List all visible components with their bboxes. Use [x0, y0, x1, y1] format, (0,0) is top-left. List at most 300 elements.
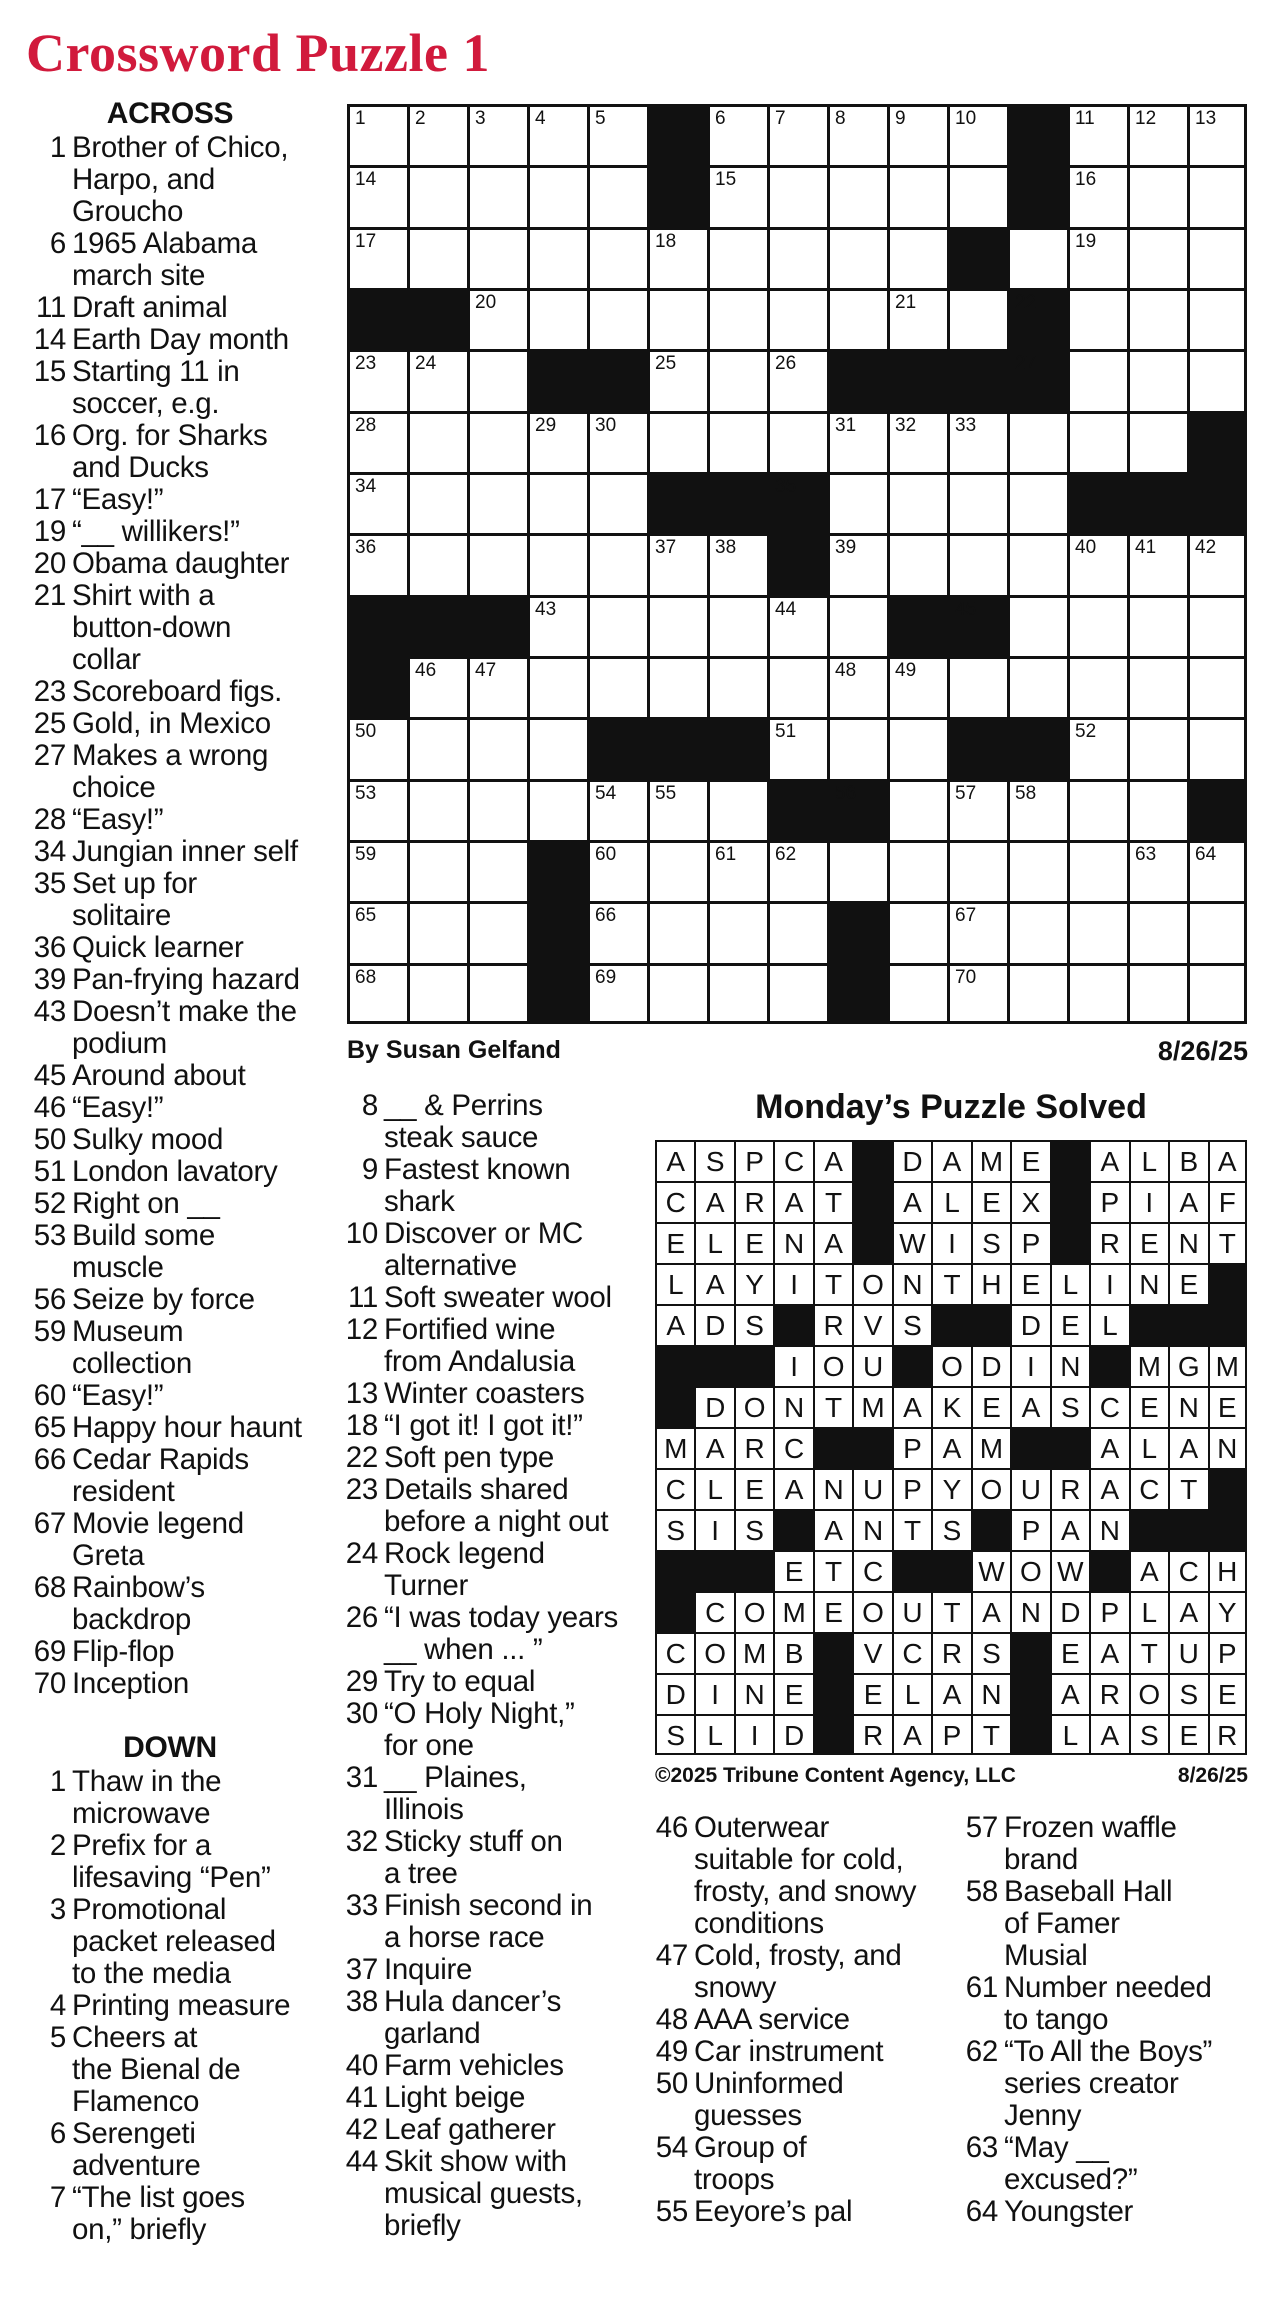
grid-cell[interactable]	[590, 904, 647, 962]
cell-number: 20	[475, 292, 497, 313]
solution-letter: O	[854, 1593, 891, 1632]
clue-line: Skit show with	[384, 2145, 567, 2178]
solution-letter: T	[933, 1593, 970, 1632]
grid-cell[interactable]	[1130, 107, 1187, 165]
grid-cell[interactable]	[710, 536, 767, 594]
solution-letter: M	[1210, 1347, 1245, 1386]
grid-cell[interactable]	[1070, 230, 1127, 288]
grid-cell[interactable]	[590, 536, 647, 594]
grid-cell[interactable]	[1070, 966, 1127, 1021]
clue-line: Harpo, and	[72, 163, 215, 196]
solution-letter: B	[1170, 1142, 1207, 1181]
black-square	[1010, 720, 1067, 778]
grid-cell[interactable]	[410, 352, 467, 410]
solution-letter: N	[1091, 1511, 1128, 1550]
cell-number: 57	[955, 782, 977, 804]
grid-cell[interactable]	[890, 966, 947, 1021]
solution-letter: G	[1170, 1347, 1207, 1386]
grid-cell[interactable]	[350, 107, 407, 165]
grid-cell[interactable]	[530, 782, 587, 840]
grid-cell[interactable]	[770, 230, 827, 288]
grid-cell[interactable]	[710, 782, 767, 840]
grid-cell[interactable]	[1190, 843, 1244, 901]
solution-black-square	[815, 1716, 852, 1755]
clue-line: Happy hour haunt	[72, 1411, 302, 1444]
grid-cell[interactable]	[350, 720, 407, 778]
grid-cell[interactable]	[410, 475, 467, 533]
clue-line: solitaire	[72, 899, 171, 932]
grid-cell[interactable]	[650, 782, 707, 840]
clue-line: Around about	[72, 1059, 246, 1092]
grid-cell[interactable]	[1130, 659, 1187, 717]
grid-cell[interactable]	[1190, 966, 1244, 1021]
grid-cell[interactable]	[1070, 352, 1127, 410]
grid-cell[interactable]	[770, 291, 827, 349]
grid-cell[interactable]	[830, 291, 887, 349]
clue-number: 48	[655, 2003, 688, 2036]
grid-cell[interactable]	[1190, 168, 1244, 226]
grid-cell[interactable]	[1070, 536, 1127, 594]
clue-text	[72, 324, 320, 356]
grid-cell[interactable]	[830, 720, 887, 778]
clue-text	[72, 1412, 320, 1444]
cell-number: 41	[1135, 537, 1157, 559]
grid-cell[interactable]	[890, 659, 947, 717]
clue-line: Groucho	[72, 195, 184, 228]
grid-cell[interactable]	[950, 414, 1007, 472]
grid-cell[interactable]	[470, 720, 527, 778]
grid-cell[interactable]	[470, 352, 527, 410]
grid-cell[interactable]	[890, 107, 947, 165]
grid-cell[interactable]	[1130, 598, 1187, 656]
cell-number: 62	[775, 844, 797, 865]
grid-cell[interactable]	[710, 659, 767, 717]
grid-cell[interactable]	[590, 291, 647, 349]
grid-cell[interactable]	[890, 230, 947, 288]
cell-number: 4	[535, 108, 546, 129]
grid-cell[interactable]	[710, 352, 767, 410]
grid-cell[interactable]	[830, 168, 887, 226]
grid-cell[interactable]	[890, 414, 947, 472]
clue-item	[20, 1156, 320, 1188]
grid-cell[interactable]	[1190, 352, 1244, 410]
clue-text	[72, 1124, 320, 1156]
clue-item	[20, 932, 320, 964]
grid-cell[interactable]	[950, 782, 1007, 840]
grid-cell[interactable]	[830, 659, 887, 717]
grid-cell[interactable]	[1070, 904, 1127, 962]
clue-item	[960, 1876, 1260, 1972]
solution-letter: I	[1091, 1265, 1128, 1304]
clue-item	[20, 1092, 320, 1124]
grid-cell[interactable]	[1190, 659, 1244, 717]
grid-cell[interactable]	[950, 107, 1007, 165]
grid-cell[interactable]	[770, 966, 827, 1021]
grid-cell[interactable]	[1190, 904, 1244, 962]
clue-number: 20	[33, 547, 66, 580]
grid-cell[interactable]	[410, 230, 467, 288]
grid-cell[interactable]	[350, 352, 407, 410]
grid-cell[interactable]	[830, 475, 887, 533]
clue-number: 62	[965, 2035, 998, 2068]
cell-number: 13	[1195, 108, 1217, 129]
black-square	[890, 352, 947, 410]
grid-cell[interactable]	[770, 720, 827, 778]
grid-cell[interactable]	[1010, 230, 1067, 288]
grid-cell[interactable]	[530, 659, 587, 717]
grid-cell[interactable]	[710, 107, 767, 165]
grid-cell[interactable]	[890, 536, 947, 594]
grid-cell[interactable]	[710, 966, 767, 1021]
grid-cell[interactable]	[1070, 291, 1127, 349]
clue-number: 8	[361, 1089, 378, 1122]
grid-cell[interactable]	[830, 843, 887, 901]
grid-cell[interactable]	[650, 352, 707, 410]
grid-cell[interactable]	[410, 843, 467, 901]
grid-cell[interactable]	[1010, 904, 1067, 962]
solution-black-square	[1052, 1224, 1089, 1263]
grid-cell[interactable]	[410, 414, 467, 472]
grid-cell[interactable]	[1010, 782, 1067, 840]
grid-cell[interactable]	[650, 659, 707, 717]
solution-black-square	[1091, 1552, 1128, 1591]
clue-number: 7	[49, 2181, 66, 2214]
grid-cell[interactable]	[890, 720, 947, 778]
clue-item	[338, 1090, 638, 1154]
clue-item	[20, 1636, 320, 1668]
grid-cell[interactable]	[770, 352, 827, 410]
grid-cell[interactable]	[1130, 782, 1187, 840]
black-square	[350, 291, 407, 349]
grid-cell[interactable]	[1130, 230, 1187, 288]
solution-letter: A	[1012, 1388, 1049, 1427]
clue-item	[20, 676, 320, 708]
cell-number: 12	[1135, 108, 1157, 129]
grid-cell[interactable]	[650, 904, 707, 962]
grid-cell[interactable]	[530, 475, 587, 533]
clue-line: “The list goes	[72, 2181, 245, 2214]
grid-cell[interactable]	[590, 782, 647, 840]
grid-cell[interactable]	[410, 782, 467, 840]
grid-cell[interactable]	[350, 904, 407, 962]
solution-letter: E	[1052, 1306, 1089, 1345]
clue-number: 12	[345, 1313, 378, 1346]
grid-cell[interactable]	[770, 168, 827, 226]
grid-cell[interactable]	[470, 475, 527, 533]
solution-letter: A	[933, 1142, 970, 1181]
solution-letter: A	[775, 1183, 812, 1222]
black-square	[950, 352, 1007, 410]
grid-cell[interactable]	[1190, 598, 1244, 656]
black-square	[530, 966, 587, 1024]
clue-line: musical guests,	[384, 2177, 583, 2210]
solution-letter: O	[815, 1347, 852, 1386]
solution-letter: U	[854, 1347, 891, 1386]
grid-cell[interactable]	[710, 414, 767, 472]
grid-cell[interactable]	[950, 904, 1007, 962]
grid-cell[interactable]	[1130, 536, 1187, 594]
clue-line: Build some	[72, 1219, 215, 1252]
black-square	[470, 598, 527, 656]
grid-cell[interactable]	[350, 475, 407, 533]
solution-letter: T	[1131, 1634, 1168, 1673]
grid-cell[interactable]	[590, 168, 647, 226]
solution-black-square	[1091, 1347, 1128, 1386]
grid-cell[interactable]	[410, 536, 467, 594]
grid-cell[interactable]	[350, 168, 407, 226]
grid-cell[interactable]	[890, 291, 947, 349]
solution-letter: C	[1170, 1552, 1207, 1591]
grid-cell[interactable]	[1070, 782, 1127, 840]
grid-cell[interactable]	[1190, 536, 1244, 594]
grid-cell[interactable]	[470, 414, 527, 472]
clue-text	[72, 708, 320, 740]
grid-cell[interactable]	[1010, 536, 1067, 594]
grid-cell[interactable]	[770, 414, 827, 472]
grid-cell[interactable]	[710, 598, 767, 656]
grid-cell[interactable]	[470, 659, 527, 717]
grid-cell[interactable]	[710, 843, 767, 901]
grid-cell[interactable]	[1010, 414, 1067, 472]
clue-text	[72, 1830, 320, 1894]
grid-cell[interactable]	[890, 782, 947, 840]
grid-cell[interactable]	[830, 107, 887, 165]
down-clues-col3	[650, 1812, 955, 2228]
grid-cell[interactable]	[830, 414, 887, 472]
cell-number: 52	[1075, 721, 1097, 743]
grid-cell[interactable]	[530, 107, 587, 165]
grid-cell[interactable]	[1010, 843, 1067, 901]
grid-cell[interactable]	[650, 536, 707, 594]
grid-cell[interactable]	[470, 843, 527, 901]
grid-cell[interactable]	[770, 904, 827, 962]
solution-letter: S	[973, 1634, 1010, 1673]
grid-cell[interactable]	[530, 414, 587, 472]
clue-item	[20, 2022, 320, 2118]
grid-cell[interactable]	[1010, 659, 1067, 717]
grid-cell[interactable]	[530, 230, 587, 288]
grid-cell[interactable]	[950, 659, 1007, 717]
grid-cell[interactable]	[410, 966, 467, 1021]
grid-cell[interactable]	[1010, 966, 1067, 1021]
cell-number: 61	[715, 844, 737, 865]
cell-number: 7	[775, 108, 786, 129]
grid-cell[interactable]	[1130, 720, 1187, 778]
grid-cell[interactable]	[470, 230, 527, 288]
grid-cell[interactable]	[950, 966, 1007, 1021]
clue-item	[20, 1830, 320, 1894]
grid-cell[interactable]	[590, 966, 647, 1021]
clue-item	[20, 1284, 320, 1316]
grid-cell[interactable]	[1130, 904, 1187, 962]
clue-item	[650, 2004, 955, 2036]
grid-cell[interactable]	[1130, 291, 1187, 349]
clue-line: “To All the Boys”	[1004, 2035, 1213, 2068]
grid-cell[interactable]	[1130, 966, 1187, 1021]
grid-cell[interactable]	[890, 904, 947, 962]
clue-number: 40	[345, 2049, 378, 2082]
black-square	[530, 352, 587, 410]
grid-cell[interactable]	[950, 168, 1007, 226]
solution-letter: S	[1131, 1716, 1168, 1753]
solution-letter: I	[775, 1347, 812, 1386]
cell-number: 27	[1015, 353, 1037, 375]
grid-cell[interactable]	[1130, 168, 1187, 226]
grid-cell[interactable]	[710, 230, 767, 288]
grid-cell[interactable]	[470, 168, 527, 226]
grid-cell[interactable]	[650, 598, 707, 656]
grid-cell[interactable]	[1190, 720, 1244, 778]
grid-cell[interactable]	[770, 659, 827, 717]
grid-cell[interactable]	[650, 414, 707, 472]
solution-letter: A	[933, 1429, 970, 1468]
grid-cell[interactable]	[410, 659, 467, 717]
grid-cell[interactable]	[830, 536, 887, 594]
grid-cell[interactable]	[530, 536, 587, 594]
grid-cell[interactable]	[1010, 598, 1067, 656]
cell-number: 68	[355, 966, 377, 988]
grid-cell[interactable]	[890, 843, 947, 901]
clue-line: before a night out	[384, 1505, 609, 1538]
grid-cell[interactable]	[650, 843, 707, 901]
clue-number: 67	[33, 1507, 66, 1540]
clue-item	[20, 228, 320, 292]
grid-cell[interactable]	[530, 720, 587, 778]
grid-cell[interactable]	[1130, 414, 1187, 472]
clue-line: Serengeti	[72, 2117, 196, 2150]
clue-line: Cheers at	[72, 2021, 198, 2054]
clue-number: 63	[965, 2131, 998, 2164]
grid-cell[interactable]	[590, 414, 647, 472]
grid-cell[interactable]	[1190, 230, 1244, 288]
clue-item	[650, 1940, 955, 2004]
clue-item	[960, 1972, 1260, 2036]
grid-cell[interactable]	[590, 843, 647, 901]
clue-number: 14	[33, 323, 66, 356]
solution-letter: A	[1170, 1183, 1207, 1222]
grid-cell[interactable]	[650, 966, 707, 1021]
grid-cell[interactable]	[950, 291, 1007, 349]
black-square	[890, 598, 947, 656]
grid-cell[interactable]	[470, 291, 527, 349]
clue-line: Farm vehicles	[384, 2049, 564, 2082]
solution-black-square	[1131, 1511, 1168, 1550]
solution-black-square	[815, 1634, 852, 1673]
grid-cell[interactable]	[470, 536, 527, 594]
grid-cell[interactable]	[350, 230, 407, 288]
grid-cell[interactable]	[1070, 598, 1127, 656]
clue-number: 21	[33, 579, 66, 612]
grid-cell[interactable]	[470, 782, 527, 840]
grid-cell[interactable]	[1070, 659, 1127, 717]
grid-cell[interactable]	[710, 291, 767, 349]
solution-letter: A	[696, 1429, 733, 1468]
grid-cell[interactable]	[830, 230, 887, 288]
grid-cell[interactable]	[770, 598, 827, 656]
clue-text	[72, 548, 320, 580]
clue-text	[72, 1990, 320, 2022]
solution-letter: O	[1131, 1675, 1168, 1714]
grid-cell[interactable]	[890, 475, 947, 533]
solution-letter: E	[1012, 1265, 1049, 1304]
grid-cell[interactable]	[470, 966, 527, 1021]
clue-item	[20, 580, 320, 676]
clue-line: Thaw in the	[72, 1765, 222, 1798]
grid-cell[interactable]	[410, 168, 467, 226]
solution-letter: D	[894, 1142, 931, 1181]
clue-text	[384, 1986, 638, 2050]
grid-cell[interactable]	[1010, 475, 1067, 533]
grid-cell[interactable]	[1190, 107, 1244, 165]
clue-line: series creator	[1004, 2067, 1179, 2100]
grid-cell[interactable]	[530, 168, 587, 226]
grid-cell[interactable]	[590, 598, 647, 656]
grid-cell[interactable]	[950, 843, 1007, 901]
grid-cell[interactable]	[1070, 168, 1127, 226]
grid-cell[interactable]	[350, 782, 407, 840]
grid-cell[interactable]	[830, 598, 887, 656]
solution-letter: P	[894, 1470, 931, 1509]
grid-cell[interactable]	[950, 536, 1007, 594]
clue-number: 35	[33, 867, 66, 900]
grid-cell[interactable]	[590, 230, 647, 288]
grid-cell[interactable]	[410, 720, 467, 778]
grid-cell[interactable]	[350, 536, 407, 594]
grid-cell[interactable]	[590, 659, 647, 717]
grid-cell[interactable]	[770, 843, 827, 901]
clue-number: 5	[49, 2021, 66, 2054]
grid-cell[interactable]	[650, 230, 707, 288]
grid-cell[interactable]	[410, 107, 467, 165]
grid-cell[interactable]	[1190, 291, 1244, 349]
clue-item	[960, 2132, 1260, 2196]
grid-cell[interactable]	[350, 843, 407, 901]
solution-letter: A	[1170, 1593, 1207, 1632]
grid-cell[interactable]	[590, 107, 647, 165]
grid-cell[interactable]	[530, 291, 587, 349]
solution-letter: A	[894, 1388, 931, 1427]
clue-text	[72, 1508, 320, 1572]
clue-number: 50	[33, 1123, 66, 1156]
solution-letter: R	[1091, 1224, 1128, 1263]
grid-cell[interactable]	[710, 904, 767, 962]
clue-text	[72, 1894, 320, 1990]
grid-cell[interactable]	[1070, 107, 1127, 165]
solution-letter: Y	[933, 1470, 970, 1509]
clue-line: Uninformed	[694, 2067, 844, 2100]
grid-cell[interactable]	[950, 475, 1007, 533]
grid-cell[interactable]	[410, 904, 467, 962]
grid-cell[interactable]	[1070, 720, 1127, 778]
grid-cell[interactable]	[1070, 414, 1127, 472]
grid-cell[interactable]	[1070, 843, 1127, 901]
clue-number: 18	[345, 1409, 378, 1442]
grid-cell[interactable]	[350, 966, 407, 1021]
grid-cell[interactable]	[590, 475, 647, 533]
grid-cell[interactable]	[350, 414, 407, 472]
grid-cell[interactable]	[710, 168, 767, 226]
clue-item	[650, 2132, 955, 2196]
grid-cell[interactable]	[470, 107, 527, 165]
grid-cell[interactable]	[530, 598, 587, 656]
grid-cell[interactable]	[650, 291, 707, 349]
grid-cell[interactable]	[1130, 843, 1187, 901]
grid-cell[interactable]	[770, 107, 827, 165]
grid-cell[interactable]	[1130, 352, 1187, 410]
solution-letter: L	[696, 1716, 733, 1753]
grid-cell[interactable]	[470, 904, 527, 962]
grid-cell[interactable]	[890, 168, 947, 226]
